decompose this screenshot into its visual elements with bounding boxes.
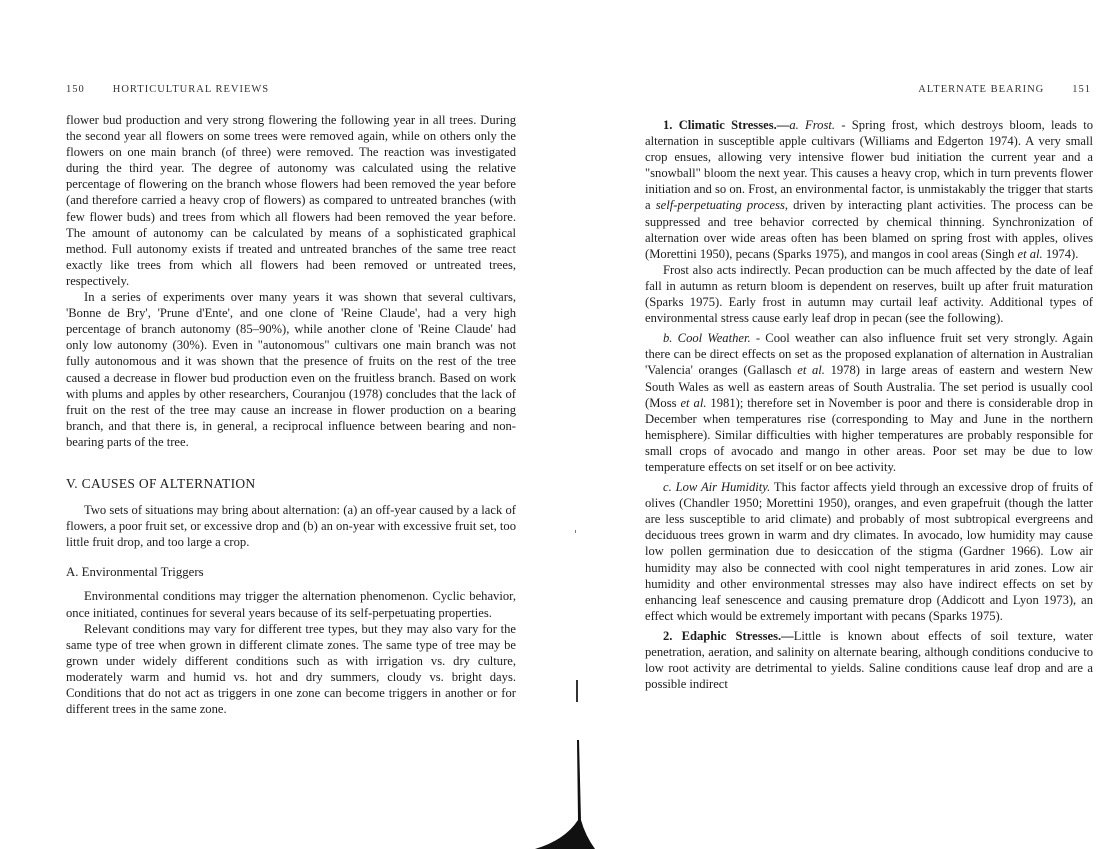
frost-paragraph	[645, 117, 1093, 262]
edaphic-text: Little is known about effects of soil texture, water penetration, aeration, and salinity on alternate bearing, although conditions conducive to low root activity are detrimental to yields. Saline conditions cause leaf drop and are a possible indirect	[645, 628, 1093, 692]
section-heading: V. CAUSES OF ALTERNATION	[66, 475, 256, 491]
climatic-heading: 1. Climatic Stresses.—	[663, 118, 790, 132]
cool-etal-1: et al.	[797, 363, 825, 378]
frost-text-3: 1974).	[1042, 246, 1079, 261]
humidity-text: This factor affects yield through an excessive drop of fruits of olives (Chandler 1950; Morettini 1950), oranges, and even grapefruit (though the latter are less susceptible to arid climate) and probably of most subtropical evergreens and deciduous trees grown in warm and dry climates. In avocado, low humidity may cause low pollen germination due to desiccation of the stigma (Gardner 1966). Low air humidity may also be connected with cool night temperatures in arid zones. Low air humidity and other environmental stresses may also have indirect effects on set by enhancing leaf senescence and causing premature drop (Addicott and Lyon 1973), an effect which would be extremely important with pecans (Sparks 1975).	[645, 480, 1093, 623]
humidity-paragraph	[645, 479, 1093, 624]
cool-text-3: 1981); therefore set in November is poor and there is considerable drop in December when temperatures rise (corresponding to May and June in the northern hemisphere). Similar difficulties with higher temperatures are probably responsible for small crops of avocado and mango in other areas. Poor set may be due to low temperature effects on set itself or on bee activity.	[645, 395, 1094, 474]
right-running-title: ALTERNATE BEARING	[918, 84, 1045, 95]
left-page	[0, 0, 540, 849]
left-text-column	[66, 112, 516, 717]
frost-label: a. Frost.	[789, 118, 836, 132]
cool-text-1: - Cool weather can also influence fruit set very strongly. Again there can be direct effects on set as the proposed explanation of alternation in Australian 'Valencia' oranges (Gallasch	[645, 331, 1094, 378]
subsection-heading: A. Environmental Triggers	[66, 565, 204, 580]
edaphic-paragraph	[645, 628, 1093, 692]
frost-text-1: - Spring frost, which destroys bloom, leads to alternation in susceptible apple cultivars (Williams and Edgerton 1974). A very small crop ensues, allowing very intensive flower bud initiation the current year and a "snowball" bloom the next year. This causes a heavy crop, which in turn prevents flower initiation and so on. Frost, an environmental factor, is unmistakably the trigger that starts a	[645, 118, 1093, 213]
frost-text-2: , driven by interacting plant activities. The process can be suppressed and tree behavior corrected by chemical thinning. Synchronization of alternation over wide areas often has been blamed on spring frost with apples, olives (Morettini 1950), pecans (Sparks 1975), and mangos in cool areas (Singh	[645, 198, 1093, 261]
cool-weather-paragraph	[645, 330, 1093, 475]
right-page-number: 151	[1072, 84, 1091, 95]
subsection-paragraph-1: Environmental conditions may trigger the alternation phenomenon. Cyclic behavior, once initiated, continues for several years because of its self-perpetuating properties.	[66, 589, 516, 620]
frost-etal: et al.	[1017, 246, 1043, 261]
left-running-title: HORTICULTURAL REVIEWS	[112, 84, 270, 95]
left-running-head	[66, 84, 269, 95]
cool-etal-2: et al.	[680, 395, 707, 410]
left-paragraph-2: In a series of experiments over many years it was shown that several cultivars, 'Bonne de Bry', 'Prune d'Ente', and one clone of 'Reine Claude', had a very high percentage of branch autonomy (85–90%), while another clone of 'Reine Claude' had only low autonomy (30%). Even in "autonomous" cultivars one main branch was not fully autonomous and it was shown that the presence of fruits on the rest of the tree caused a decrease in flower bud production even on the fruitless branch. Based on work with plums and apples by other researchers, Couranjou (1978) concludes that the lack of fruit on the rest of the tree may cause an increase in flower production on a bearing branch, and that there is, in general, a reciprocal influence between bearing and non-bearing parts of the tree.	[66, 290, 516, 449]
frost-paragraph-2: Frost also acts indirectly. Pecan production can be much affected by the date of leaf fall in autumn as return bloom is dependent on reserves, built up after fruit maturation (Sparks 1975). Early frost in autumn may curtail leaf activity. Additional types of environmental stress cause early leaf drop in pecan (see the following).	[645, 262, 1093, 326]
left-paragraph-1: flower bud production and very strong flowering the following year in all trees. During the second year all flowers on some trees were removed again, while on others only the flowers on one main branch (of three) were removed. The reaction was investigated during the third year. The degree of autonomy was calculated using the relative percentage of flowering on the branch whose flowers had been removed the year before (and therefore carried a heavy crop of flowers) as compared to untreated branches (with few flower buds) and trees from which all flowers had been removed the year before. The amount of autonomy can be calculated by means of a sophisticated graphical method. Full autonomy exists if treated and untreated branches of the same tree react exactly like trees from which all flowers had been removed or untreated trees, respectively.	[66, 113, 516, 288]
left-page-number: 150	[66, 84, 85, 95]
frost-italic: self-perpetuating process	[655, 198, 785, 213]
right-running-head	[918, 84, 1091, 95]
right-text-column	[645, 117, 1093, 692]
subsection-paragraph-2: Relevant conditions may vary for different tree types, but they may also vary for the same type of tree when grown in different climate zones. The same type of tree may be grown under widely different conditions such as with irrigation vs. dry culture, moderately warm and humid vs. hot and dry summers, cloudy vs. bright days. Conditions that do not act as triggers in one zone can become triggers in another or for different trees in the same zone.	[66, 621, 516, 717]
section-paragraph: Two sets of situations may bring about alternation: (a) an off-year caused by a lack of flowers, a poor fruit set, or excessive drop and (b) an on-year with excessive fruit set, too little fruit drop, and too large a crop.	[66, 503, 516, 550]
right-page	[560, 0, 1099, 849]
humidity-label: c. Low Air Humidity.	[663, 480, 771, 495]
cool-weather-label: b. Cool Weather.	[663, 331, 751, 346]
cool-text-2: 1978) in large areas of eastern and western New South Wales as well as eastern areas of South Australia. The set period is usually cool (Moss	[645, 363, 1093, 410]
edaphic-heading: 2. Edaphic Stresses.—	[663, 628, 794, 643]
